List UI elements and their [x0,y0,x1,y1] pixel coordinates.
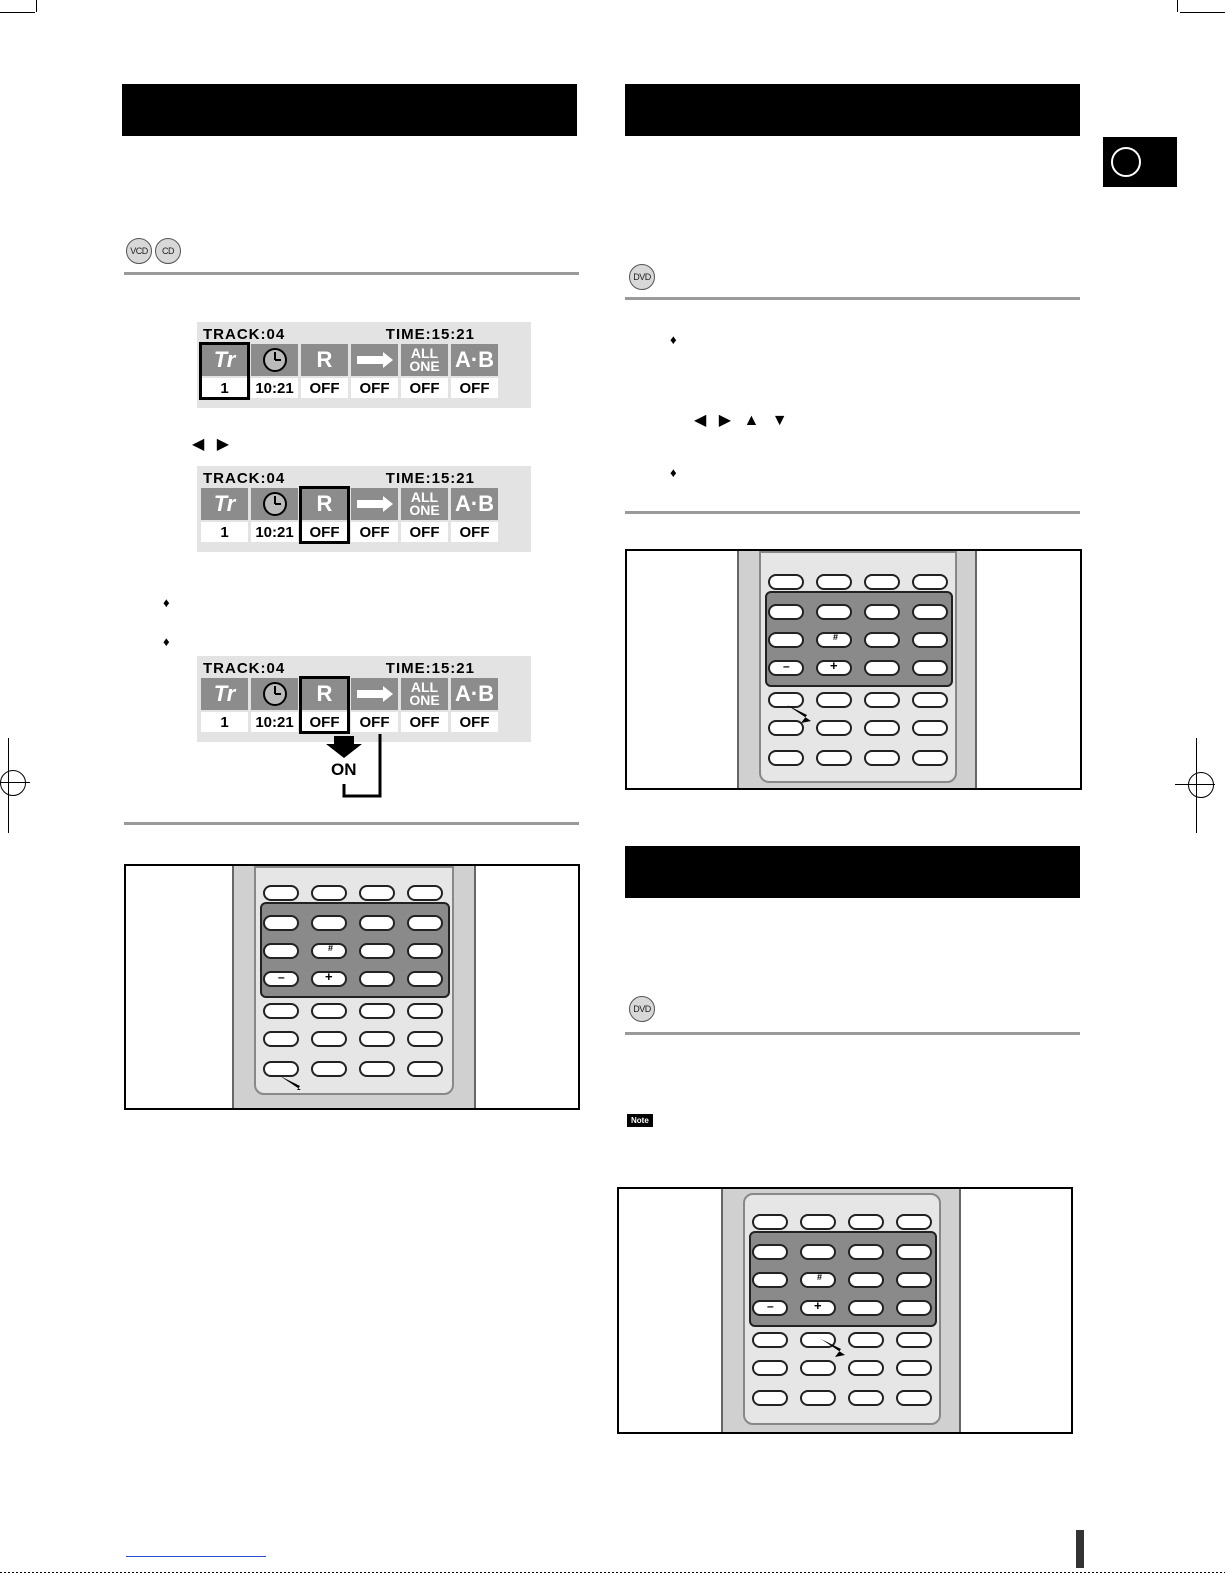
section-divider [625,1032,1080,1035]
osd-track-label: TRACK:04 [203,470,286,487]
footer-link-line [126,1556,266,1557]
osd-time-label: TIME:15:21 [385,326,475,343]
crop-line [0,1572,1225,1573]
hash-key-label: # [817,1272,823,1282]
left-right-arrow-icons: ◀ ▶ [192,436,234,453]
osd-value: OFF [301,522,348,542]
osd-cell-repeat [301,344,348,398]
note-badge: Note [627,1114,653,1127]
osd-value: 10:21 [251,712,298,732]
icon-text: ALL [410,345,439,361]
section-divider [124,822,579,825]
crop-mark [1177,0,1178,12]
registration-mark [1188,772,1214,798]
osd-header [203,470,475,488]
osd-cell-all-one [401,678,448,732]
minus-key-label: – [783,659,790,673]
osd-cell-time [251,678,298,732]
program-arrow-icon [351,488,398,520]
on-label: ON [331,760,357,779]
osd-cell-time [251,344,298,398]
osd-panel [197,656,531,742]
crop-mark [36,0,37,12]
all-one-icon [401,488,448,520]
disc-label: VCD [130,246,148,256]
osd-cell-ab [451,344,498,398]
remote-illustration [625,549,1082,790]
osd-value: 10:21 [251,522,298,542]
osd-cell-track [201,344,248,398]
icon-text: ALL [410,679,439,695]
osd-cell-program [351,488,398,542]
osd-time-label: TIME:15:21 [385,660,475,677]
registration-mark [1175,784,1215,785]
registration-mark [8,738,9,833]
osd-value: OFF [351,522,398,542]
osd-icon-row [201,488,527,542]
language-circle-icon [1111,147,1141,177]
all-one-icon [401,678,448,710]
osd-value: OFF [351,378,398,398]
section-header-bar [625,846,1080,898]
remote-illustration [124,864,580,1110]
osd-value: 1 [201,712,248,732]
section-divider [124,272,579,275]
icon-text: ONE [409,358,440,374]
remote-buttons [260,880,450,1090]
disc-label: DVD [633,1004,651,1014]
language-tab [1103,137,1177,187]
remote-buttons [749,1209,939,1419]
bullet-icon: ♦ [670,465,677,480]
program-arrow-icon [351,344,398,376]
disc-label: CD [162,246,174,256]
clock-icon [251,488,298,520]
osd-value: OFF [451,522,498,542]
osd-track-label: TRACK:04 [203,326,286,343]
osd-cell-all-one [401,344,448,398]
osd-value: 1 [201,522,248,542]
disc-label: DVD [633,272,651,282]
osd-value: 10:21 [251,378,298,398]
osd-cell-track [201,488,248,542]
section-divider [625,297,1080,300]
icon-text: ALL [410,489,439,505]
osd-value: OFF [451,712,498,732]
ab-icon: A·B [451,488,498,520]
osd-cell-program [351,678,398,732]
hash-key-label: # [328,943,334,953]
crop-mark [0,12,35,13]
icon-text: ONE [409,502,440,518]
clock-icon [251,344,298,376]
program-arrow-icon [351,678,398,710]
page-edge-marker [1076,1530,1084,1568]
icon-text: ONE [409,692,440,708]
osd-cell-all-one [401,488,448,542]
osd-icon-row [201,344,527,398]
remote-buttons [765,569,955,779]
osd-value: OFF [401,378,448,398]
all-one-icon [401,344,448,376]
registration-mark [0,782,30,783]
vcd-disc-icon [126,238,152,264]
osd-panel [197,322,531,408]
repeat-icon: R [301,488,348,520]
direction-arrow-icons: ◀ ▶ ▲ ▼ [694,412,792,429]
minus-key-label: – [278,970,285,984]
osd-cell-repeat [301,678,348,732]
osd-value: OFF [401,712,448,732]
hash-key-label: # [833,632,839,642]
clock-icon [251,678,298,710]
osd-cell-repeat [301,488,348,542]
cd-disc-icon [155,238,181,264]
track-icon: Tr [201,678,248,710]
plus-key-label: + [830,658,838,673]
dvd-disc-icon [629,996,655,1022]
registration-mark [0,770,26,796]
dvd-disc-icon [629,264,655,290]
osd-cell-track [201,678,248,732]
osd-cell-time [251,488,298,542]
osd-value: 1 [201,378,248,398]
registration-mark [1196,738,1197,833]
osd-cell-ab [451,488,498,542]
section-header-bar [625,84,1080,136]
osd-value: OFF [401,522,448,542]
osd-time-label: TIME:15:21 [385,470,475,487]
osd-value: OFF [451,378,498,398]
repeat-icon: R [301,344,348,376]
plus-key-label: + [814,1298,822,1313]
osd-track-label: TRACK:04 [203,660,286,677]
bullet-icon: ♦ [163,595,170,610]
osd-header [203,326,475,344]
section-header-bar [122,84,577,136]
osd-value: OFF [301,378,348,398]
bullet-icon: ♦ [670,332,677,347]
osd-value: OFF [351,712,398,732]
ab-icon: A·B [451,678,498,710]
osd-cell-program [351,344,398,398]
repeat-icon: R [301,678,348,710]
osd-cell-ab [451,678,498,732]
osd-value: OFF [301,712,348,732]
bullet-icon: ♦ [163,634,170,649]
track-icon: Tr [201,488,248,520]
section-divider [625,511,1080,514]
ab-icon: A·B [451,344,498,376]
crop-mark [1180,12,1225,13]
remote-illustration [617,1187,1073,1434]
osd-header [203,660,475,678]
minus-key-label: – [767,1299,774,1313]
osd-icon-row [201,678,527,732]
track-icon: Tr [201,344,248,376]
plus-key-label: + [325,969,333,984]
osd-panel [197,466,531,552]
